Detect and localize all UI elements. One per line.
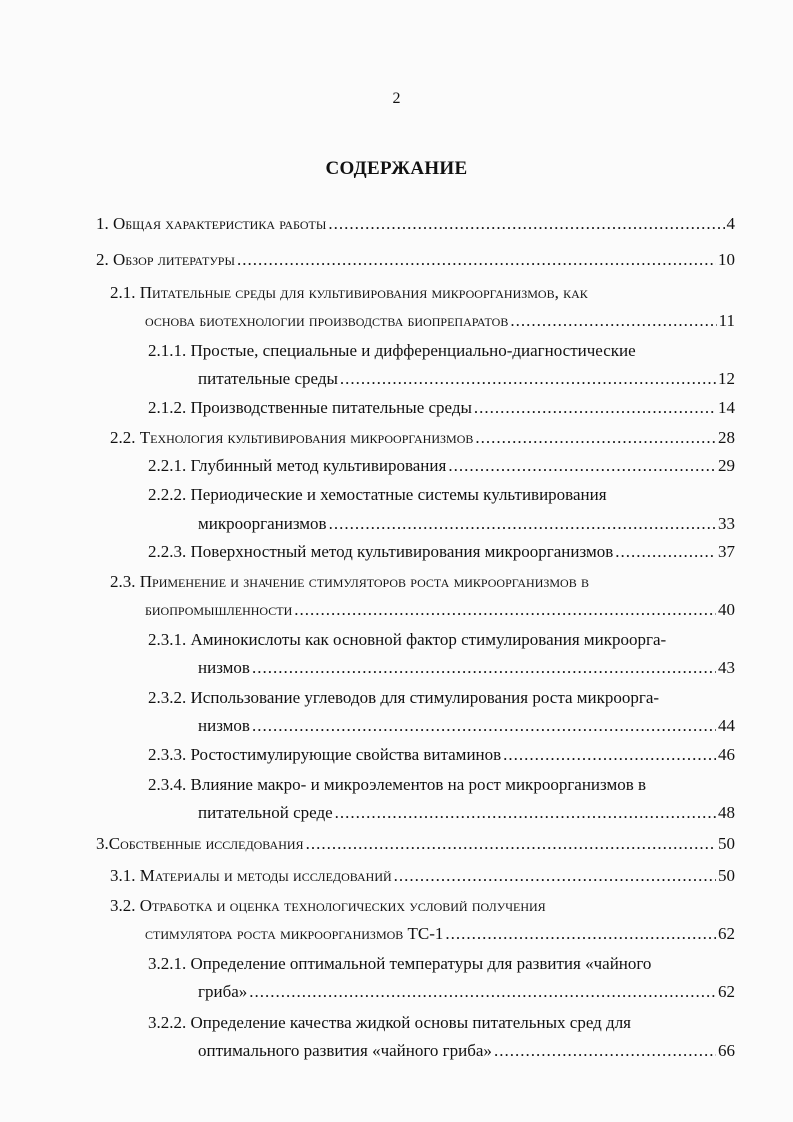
toc-page: 14 bbox=[718, 398, 735, 417]
toc-entry-3-1[interactable] bbox=[110, 866, 735, 886]
toc-text: питательной среде bbox=[198, 803, 333, 822]
toc-entry-2-2-1[interactable] bbox=[148, 456, 735, 476]
toc-entry-3-2-line2[interactable] bbox=[145, 924, 735, 944]
toc-text: Общая характеристика работы bbox=[113, 214, 327, 233]
toc-entry-2-3-line2[interactable] bbox=[145, 600, 735, 620]
toc-page: 33 bbox=[718, 514, 735, 533]
toc-number: 2.3.2. bbox=[148, 688, 187, 707]
leader-dots bbox=[474, 398, 716, 418]
toc-page: 11 bbox=[718, 311, 735, 330]
toc-page: 50 bbox=[718, 834, 735, 853]
leader-dots bbox=[475, 428, 716, 448]
toc-text: Производственные питательные среды bbox=[190, 398, 472, 417]
toc-number: 3.2.2. bbox=[148, 1013, 187, 1032]
leader-dots bbox=[615, 542, 716, 562]
toc-number: 2.2.2. bbox=[148, 485, 187, 504]
toc-entry-3-2-1-line2[interactable] bbox=[198, 982, 735, 1002]
toc-entry-2-2-2-line1[interactable] bbox=[148, 485, 607, 505]
toc-entry-1[interactable] bbox=[96, 214, 735, 234]
toc-entry-2-1-2[interactable] bbox=[148, 398, 735, 418]
leader-dots bbox=[448, 456, 716, 476]
toc-number: 2. bbox=[96, 250, 109, 269]
toc-page: 12 bbox=[718, 369, 735, 388]
toc-text: низмов bbox=[198, 658, 250, 677]
toc-number: 1. bbox=[96, 214, 109, 233]
leader-dots bbox=[252, 658, 716, 678]
leader-dots bbox=[510, 311, 716, 331]
toc-number: 2.2. bbox=[110, 428, 136, 447]
toc-number: 2.3. bbox=[110, 572, 136, 591]
toc-text: Применение и значение стимуляторов роста микроорганизмов в bbox=[139, 572, 589, 591]
leader-dots bbox=[294, 600, 716, 620]
toc-page: 40 bbox=[718, 600, 735, 619]
toc-entry-2-3-line1[interactable] bbox=[110, 572, 589, 592]
leader-dots bbox=[249, 982, 716, 1002]
toc-number: 2.1. bbox=[110, 283, 136, 302]
toc-number: 3.1. bbox=[110, 866, 136, 885]
toc-entry-2-3-3[interactable] bbox=[148, 745, 735, 765]
toc-entry-2-3-4-line2[interactable] bbox=[198, 803, 735, 823]
leader-dots bbox=[335, 803, 716, 823]
toc-text: Обзор литературы bbox=[113, 250, 235, 269]
toc-text: микроорганизмов bbox=[198, 514, 327, 533]
toc-entry-2-2[interactable] bbox=[110, 428, 735, 448]
leader-dots bbox=[445, 924, 716, 944]
toc-text: Использование углеводов для стимулирования роста микроорга- bbox=[190, 688, 660, 707]
toc-page: 66 bbox=[718, 1041, 735, 1060]
toc-text: Определение качества жидкой основы питательных сред для bbox=[190, 1013, 632, 1032]
toc-text: стимулятора роста микроорганизмов ТС-1 bbox=[145, 924, 444, 943]
leader-dots bbox=[494, 1041, 716, 1061]
toc-entry-2-3-4-line1[interactable] bbox=[148, 775, 646, 795]
toc-number: 2.1.2. bbox=[148, 398, 187, 417]
toc-number: 2.1.1. bbox=[148, 341, 187, 360]
page-number: 2 bbox=[392, 90, 401, 107]
toc-page: 37 bbox=[718, 542, 735, 561]
leader-dots bbox=[252, 716, 716, 736]
toc-entry-3-2-2-line2[interactable] bbox=[198, 1041, 735, 1061]
leader-dots bbox=[237, 250, 716, 270]
leader-dots bbox=[503, 745, 716, 765]
toc-text: Аминокислоты как основной фактор стимулирования микроорга- bbox=[190, 630, 667, 649]
toc-text: Питательные среды для культивирования микроорганизмов, как bbox=[139, 283, 588, 302]
leader-dots bbox=[329, 514, 716, 534]
toc-number: 3.2. bbox=[110, 896, 136, 915]
toc-text: Влияние макро- и микроэлементов на рост микроорганизмов в bbox=[190, 775, 647, 794]
toc-entry-2[interactable] bbox=[96, 250, 735, 270]
toc-entry-2-3-1-line1[interactable] bbox=[148, 630, 666, 650]
page-title: СОДЕРЖАНИЕ bbox=[325, 158, 468, 179]
leader-dots bbox=[340, 369, 716, 389]
toc-number: 2.2.1. bbox=[148, 456, 187, 475]
toc-text: основа биотехнологии производства биопрепаратов bbox=[145, 311, 509, 330]
toc-text: Материалы и методы исследований bbox=[139, 866, 392, 885]
toc-page: 44 bbox=[718, 716, 735, 735]
toc-entry-2-1-1-line1[interactable] bbox=[148, 341, 636, 361]
toc-number: 2.2.3. bbox=[148, 542, 187, 561]
toc-text: биопромышленности bbox=[145, 600, 293, 619]
toc-page: 43 bbox=[718, 658, 735, 677]
toc-page: 10 bbox=[718, 250, 735, 269]
toc-text: Технология культивирования микроорганизмов bbox=[139, 428, 474, 447]
toc-entry-3[interactable] bbox=[96, 834, 735, 854]
toc-number: 3. bbox=[96, 834, 109, 853]
toc-number: 2.3.1. bbox=[148, 630, 187, 649]
toc-number: 3.2.1. bbox=[148, 954, 187, 973]
toc-entry-3-2-1-line1[interactable] bbox=[148, 954, 651, 974]
toc-text: питательные среды bbox=[198, 369, 338, 388]
toc-page: 29 bbox=[718, 456, 735, 475]
toc-page: 48 bbox=[718, 803, 735, 822]
toc-entry-3-2-2-line1[interactable] bbox=[148, 1013, 631, 1033]
toc-text: Простые, специальные и дифференциально-диагностические bbox=[190, 341, 636, 360]
toc-page: 62 bbox=[718, 982, 735, 1001]
toc-number: 2.3.4. bbox=[148, 775, 187, 794]
toc-text: Определение оптимальной температуры для развития «чайного bbox=[190, 954, 652, 973]
leader-dots bbox=[306, 834, 716, 854]
toc-number: 2.3.3. bbox=[148, 745, 187, 764]
toc-page: 50 bbox=[718, 866, 735, 885]
toc-text: низмов bbox=[198, 716, 250, 735]
toc-text: Глубинный метод культивирования bbox=[190, 456, 447, 475]
toc-text: Периодические и хемостатные системы культивирования bbox=[190, 485, 607, 504]
toc-entry-2-1-line2[interactable] bbox=[145, 311, 735, 331]
toc-page: 62 bbox=[718, 924, 735, 943]
leader-dots bbox=[328, 214, 724, 234]
toc-entry-2-1-line1[interactable] bbox=[110, 283, 588, 303]
toc-entry-2-3-1-line2[interactable] bbox=[198, 658, 735, 678]
toc-page: 46 bbox=[718, 745, 735, 764]
toc-page: 4 bbox=[726, 214, 735, 233]
toc-text: гриба» bbox=[198, 982, 248, 1001]
toc-entry-2-2-2-line2[interactable] bbox=[198, 514, 735, 534]
toc-text: оптимального развития «чайного гриба» bbox=[198, 1041, 492, 1060]
toc-page: 28 bbox=[718, 428, 735, 447]
toc-text: Отработка и оценка технологических условий получения bbox=[139, 896, 546, 915]
toc-text: Собственные исследования bbox=[108, 834, 304, 853]
toc-text: Поверхностный метод культивирования микроорганизмов bbox=[190, 542, 614, 561]
leader-dots bbox=[394, 866, 716, 886]
toc-entry-2-3-2-line2[interactable] bbox=[198, 716, 735, 736]
toc-entry-2-1-1-line2[interactable] bbox=[198, 369, 735, 389]
toc-entry-2-2-3[interactable] bbox=[148, 542, 735, 562]
toc-entry-3-2-line1[interactable] bbox=[110, 896, 546, 916]
toc-entry-2-3-2-line1[interactable] bbox=[148, 688, 659, 708]
toc-text: Ростостимулирующие свойства витаминов bbox=[190, 745, 502, 764]
